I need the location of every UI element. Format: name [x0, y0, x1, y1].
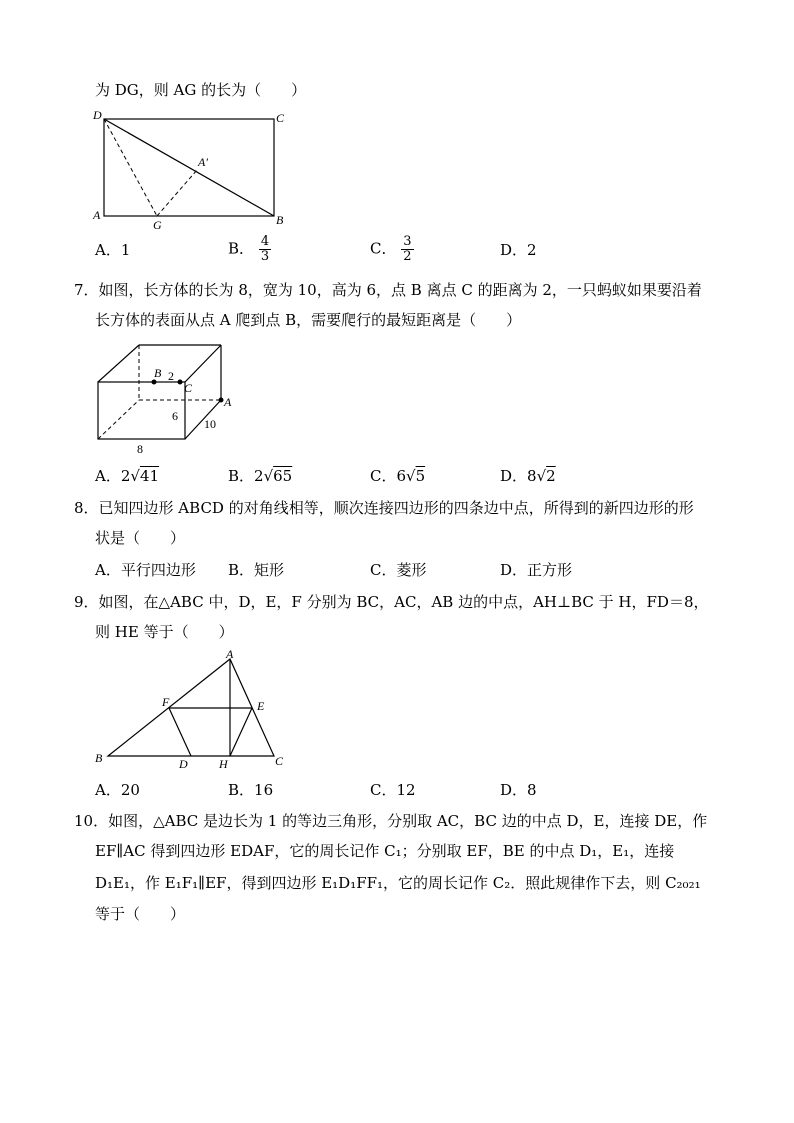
fig6-label-C: C: [276, 111, 285, 125]
fig9-label-A: A: [226, 647, 234, 661]
q9-stem-line1: 9．如图，在△ABC 中，D，E，F 分别为 BC，AC，AB 边的中点，AH⊥BC 于 H，FD＝8，: [74, 593, 709, 611]
q9-option-c[interactable]: C．12: [370, 781, 416, 799]
q6-option-a[interactable]: A．1: [95, 241, 131, 259]
fig7-label-A: A: [224, 395, 232, 409]
fig7-label-8: 8: [137, 442, 143, 456]
q10-stem-line4: 等于（ ）: [95, 905, 186, 923]
sqrt-icon: √: [536, 467, 547, 485]
q9-option-b[interactable]: B．16: [228, 781, 274, 799]
fig7-label-C: C: [184, 381, 193, 395]
q9-figure: [92, 648, 292, 773]
q6-option-c[interactable]: C． $\frac{3}{2}$: [370, 234, 412, 264]
q6-option-d[interactable]: D．2: [500, 241, 537, 259]
point-A: [219, 398, 224, 403]
fig7-label-10: 10: [204, 417, 216, 431]
q9-stem-line2: 则 HE 等于（ ）: [95, 623, 234, 641]
q7-option-c[interactable]: C．6√5: [370, 467, 426, 485]
q7-option-a[interactable]: A．2√41: [95, 467, 160, 485]
sqrt-icon: √: [130, 467, 140, 485]
q6-stem-tail: 为 DG，则 AG 的长为（ ）: [95, 81, 307, 99]
fig9-label-E: E: [257, 699, 265, 713]
fig9-label-D: D: [179, 757, 188, 771]
fig9-label-F: F: [162, 695, 170, 709]
q9-option-a[interactable]: A．20: [95, 781, 140, 799]
fig7-label-2: 2: [168, 369, 174, 383]
q8-option-d[interactable]: D．正方形: [500, 561, 573, 579]
q10-stem-line2: EF∥AC 得到四边形 EDAF，它的周长记作 C₁；分别取 EF，BE 的中点 D₁，E₁，连接: [95, 842, 675, 860]
q7-figure: [92, 338, 252, 458]
q6-option-b[interactable]: B． $\frac{4}{3}$: [228, 234, 270, 264]
q10-stem-line3: D₁E₁，作 E₁F₁∥EF，得到四边形 E₁D₁FF₁，它的周长记作 C₂．照此规律作下去，则 C₂₀₂₁: [95, 874, 701, 892]
fraction: $\frac{3}{2}$: [403, 234, 412, 264]
q7-option-b[interactable]: B．2√65: [228, 467, 293, 485]
q6-figure: [90, 108, 290, 232]
fraction: $\frac{4}{3}$: [260, 234, 270, 264]
q7-option-d[interactable]: D．8√2: [500, 467, 556, 485]
q7-stem-line1: 7．如图，长方体的长为 8，宽为 10，高为 6，点 B 离点 C 的距离为 2，一只蚂蚁如果要沿着: [74, 281, 702, 299]
q9-option-d[interactable]: D．8: [500, 781, 537, 799]
fig7-label-6: 6: [172, 409, 178, 423]
fig6-label-A-prime: A′: [198, 155, 208, 169]
q8-option-a[interactable]: A．平行四边形: [95, 561, 196, 579]
q8-option-b[interactable]: B．矩形: [228, 561, 285, 579]
fig9-label-C: C: [275, 754, 284, 768]
fig6-label-A: A: [93, 208, 101, 222]
q7-stem-line2: 长方体的表面从点 A 爬到点 B，需要爬行的最短距离是（ ）: [95, 311, 522, 329]
sqrt-icon: √: [263, 467, 274, 485]
q8-stem-line2: 状是（ ）: [95, 529, 186, 547]
fig6-label-G: G: [153, 218, 162, 232]
q8-stem-line1: 8．已知四边形 ABCD 的对角线相等，顺次连接四边形的四条边中点，所得到的新四边形的形: [74, 499, 694, 517]
fig7-label-B: B: [154, 366, 162, 380]
sqrt-icon: √: [406, 467, 416, 485]
q10-stem-line1: 10．如图，△ABC 是边长为 1 的等边三角形，分别取 AC，BC 边的中点 D，E，连接 DE，作: [74, 812, 708, 830]
fig6-label-D: D: [93, 108, 102, 122]
fig9-label-B: B: [95, 751, 103, 765]
fig6-label-B: B: [276, 213, 284, 227]
point-B: [152, 380, 157, 385]
point-C: [178, 380, 183, 385]
q8-option-c[interactable]: C．菱形: [370, 561, 427, 579]
fig9-label-H: H: [219, 757, 228, 771]
